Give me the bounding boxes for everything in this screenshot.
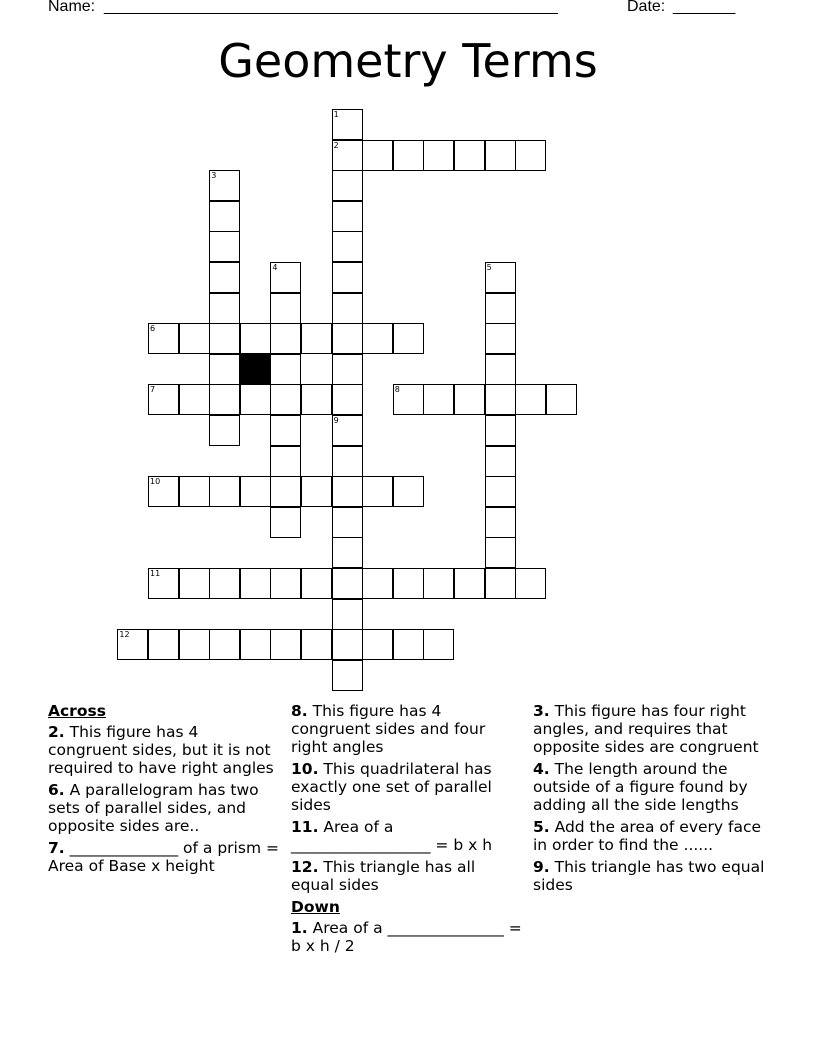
crossword-cell[interactable] (332, 568, 363, 599)
crossword-cell[interactable] (209, 293, 240, 324)
crossword-cell[interactable] (454, 568, 485, 599)
crossword-cell[interactable] (209, 629, 240, 660)
crossword-cell[interactable] (270, 507, 301, 538)
clues-column-1 (48, 702, 280, 879)
crossword-cell[interactable] (270, 629, 301, 660)
crossword-cell[interactable] (179, 323, 210, 354)
crossword-cell[interactable] (454, 384, 485, 415)
crossword-cell[interactable] (209, 201, 240, 232)
clue-across-2: 2. This figure has 4 congruent sides, but it is not required to have right angles (48, 723, 274, 777)
crossword-cell[interactable] (148, 323, 179, 354)
crossword-cell[interactable] (301, 568, 332, 599)
clue-down-5: 5. Add the area of every face in order to find the ...... (533, 818, 762, 854)
crossword-cell[interactable] (209, 384, 240, 415)
name-label: Name: (48, 0, 96, 15)
down-heading: Down (291, 898, 340, 916)
crossword-cell[interactable] (393, 323, 424, 354)
crossword-cell[interactable] (270, 293, 301, 324)
crossword-cell[interactable] (270, 476, 301, 507)
crossword-cell[interactable] (240, 323, 271, 354)
crossword-cell[interactable] (301, 384, 332, 415)
crossword-cell[interactable] (179, 568, 210, 599)
crossword-cell[interactable] (270, 415, 301, 446)
crossword-cell[interactable] (332, 201, 363, 232)
crossword-cell[interactable] (423, 568, 454, 599)
clue-across-11: 11. Area of a __________________ = b x h (291, 818, 493, 854)
crossword-cell[interactable] (332, 537, 363, 568)
clue-number: 7 (150, 385, 156, 395)
crossword-cell[interactable] (423, 384, 454, 415)
crossword-cell[interactable] (485, 537, 516, 568)
clue-number: 2 (333, 140, 339, 150)
crossword-cell[interactable] (362, 476, 393, 507)
crossword-cell[interactable] (485, 384, 516, 415)
crossword-cell[interactable] (393, 384, 424, 415)
clue-number: 10 (150, 477, 161, 487)
crossword-cell[interactable] (240, 476, 271, 507)
crossword-cell[interactable] (209, 415, 240, 446)
crossword-cell[interactable] (393, 140, 424, 171)
clue-across-10: 10. This quadrilateral has exactly one set of parallel sides (291, 760, 492, 814)
crossword-cell[interactable] (179, 629, 210, 660)
crossword-cell[interactable] (270, 354, 301, 385)
crossword-cell[interactable] (332, 140, 363, 171)
crossword-cell[interactable] (209, 262, 240, 293)
crossword-cell[interactable] (240, 568, 271, 599)
page-title: Geometry Terms (218, 34, 598, 88)
crossword-cell[interactable] (485, 262, 516, 293)
date-label: Date: (627, 0, 666, 15)
crossword-cell[interactable] (148, 629, 179, 660)
clue-number: 1 (333, 110, 339, 119)
crossword-cell[interactable] (240, 384, 271, 415)
crossword-cell[interactable] (179, 384, 210, 415)
clue-down-4: 4. The length around the outside of a figure found by adding all the side lengths (533, 760, 748, 814)
crossword-cell[interactable] (148, 384, 179, 415)
clue-down-9: 9. This triangle has two equal sides (533, 858, 765, 894)
crossword-cell[interactable] (301, 476, 332, 507)
crossword-cell[interactable] (515, 140, 546, 171)
clue-number: 12 (119, 630, 130, 640)
crossword-cell[interactable] (270, 323, 301, 354)
crossword-cell[interactable] (209, 476, 240, 507)
crossword-cell[interactable] (270, 446, 301, 477)
crossword-cell[interactable] (332, 599, 363, 630)
crossword-cell[interactable] (148, 568, 179, 599)
crossword-cell[interactable] (332, 323, 363, 354)
name-line[interactable]: ___________________________________________________ (104, 0, 558, 15)
crossword-cell[interactable] (332, 262, 363, 293)
crossword-cell[interactable] (485, 415, 516, 446)
crossword-cell[interactable] (393, 629, 424, 660)
crossword-cell[interactable] (362, 629, 393, 660)
crossword-cell[interactable] (209, 354, 240, 385)
crossword-cell[interactable] (423, 140, 454, 171)
crossword-cell[interactable] (515, 568, 546, 599)
crossword-cell[interactable] (179, 476, 210, 507)
date-line[interactable]: _______ (673, 0, 736, 15)
clue-number: 11 (150, 569, 161, 578)
clue-number: 9 (333, 416, 339, 425)
crossword-cell[interactable] (515, 384, 546, 415)
clue-down-1: 1. Area of a _______________ = b x h / 2 (291, 919, 522, 955)
crossword-cell[interactable] (332, 109, 363, 140)
crossword-cell[interactable] (332, 660, 363, 691)
crossword-cell[interactable] (209, 568, 240, 599)
crossword-cell[interactable] (485, 568, 516, 599)
crossword-cell[interactable] (117, 629, 148, 660)
clue-number: 6 (150, 324, 156, 334)
crossword-cell[interactable] (362, 568, 393, 599)
crossword-cell[interactable] (362, 323, 393, 354)
crossword-cell[interactable] (485, 446, 516, 477)
crossword-cell[interactable] (270, 384, 301, 415)
clue-number: 8 (394, 385, 400, 395)
clue-across-7: 7. ______________ of a prism = Area of Base x height (48, 839, 279, 875)
crossword-black-cell (240, 354, 271, 385)
clue-number: 4 (272, 263, 278, 272)
crossword-cell[interactable] (485, 507, 516, 538)
clue-down-3: 3. This figure has four right angles, and requires that opposite sides are congruent (533, 702, 759, 756)
crossword-cell[interactable] (209, 170, 240, 201)
crossword-cell[interactable] (485, 140, 516, 171)
crossword-cell[interactable] (270, 262, 301, 293)
across-heading: Across (48, 702, 106, 720)
crossword-cell[interactable] (209, 323, 240, 354)
crossword-cell[interactable] (332, 293, 363, 324)
crossword-cell[interactable] (393, 568, 424, 599)
crossword-cell[interactable] (301, 323, 332, 354)
crossword-cell[interactable] (332, 170, 363, 201)
crossword-cell[interactable] (270, 568, 301, 599)
crossword-cell[interactable] (332, 231, 363, 262)
crossword-cell[interactable] (546, 384, 577, 415)
clue-number: 5 (486, 263, 492, 272)
clue-across-8: 8. This figure has 4 congruent sides and four right angles (291, 702, 486, 756)
clues-column-3 (533, 702, 765, 898)
crossword-cell[interactable] (485, 354, 516, 385)
crossword-cell[interactable] (332, 384, 363, 415)
crossword-cell[interactable] (301, 629, 332, 660)
crossword-cell[interactable] (332, 629, 363, 660)
crossword-cell[interactable] (240, 629, 271, 660)
crossword-cell[interactable] (332, 446, 363, 477)
clues-column-2 (291, 702, 523, 959)
crossword-cell[interactable] (393, 476, 424, 507)
crossword-cell[interactable] (332, 415, 363, 446)
crossword-cell[interactable] (423, 629, 454, 660)
crossword-cell[interactable] (362, 140, 393, 171)
crossword-cell[interactable] (454, 140, 485, 171)
clue-across-12: 12. This triangle has all equal sides (291, 858, 476, 894)
crossword-cell[interactable] (485, 323, 516, 354)
crossword-cell[interactable] (209, 231, 240, 262)
crossword-cell[interactable] (332, 476, 363, 507)
crossword-cell[interactable] (148, 476, 179, 507)
crossword-cell[interactable] (332, 354, 363, 385)
crossword-cell[interactable] (485, 293, 516, 324)
clue-across-6: 6. A parallelogram has two sets of parallel sides, and opposite sides are.. (48, 781, 259, 835)
crossword-cell[interactable] (332, 507, 363, 538)
clue-number: 3 (211, 171, 217, 181)
crossword-cell[interactable] (485, 476, 516, 507)
